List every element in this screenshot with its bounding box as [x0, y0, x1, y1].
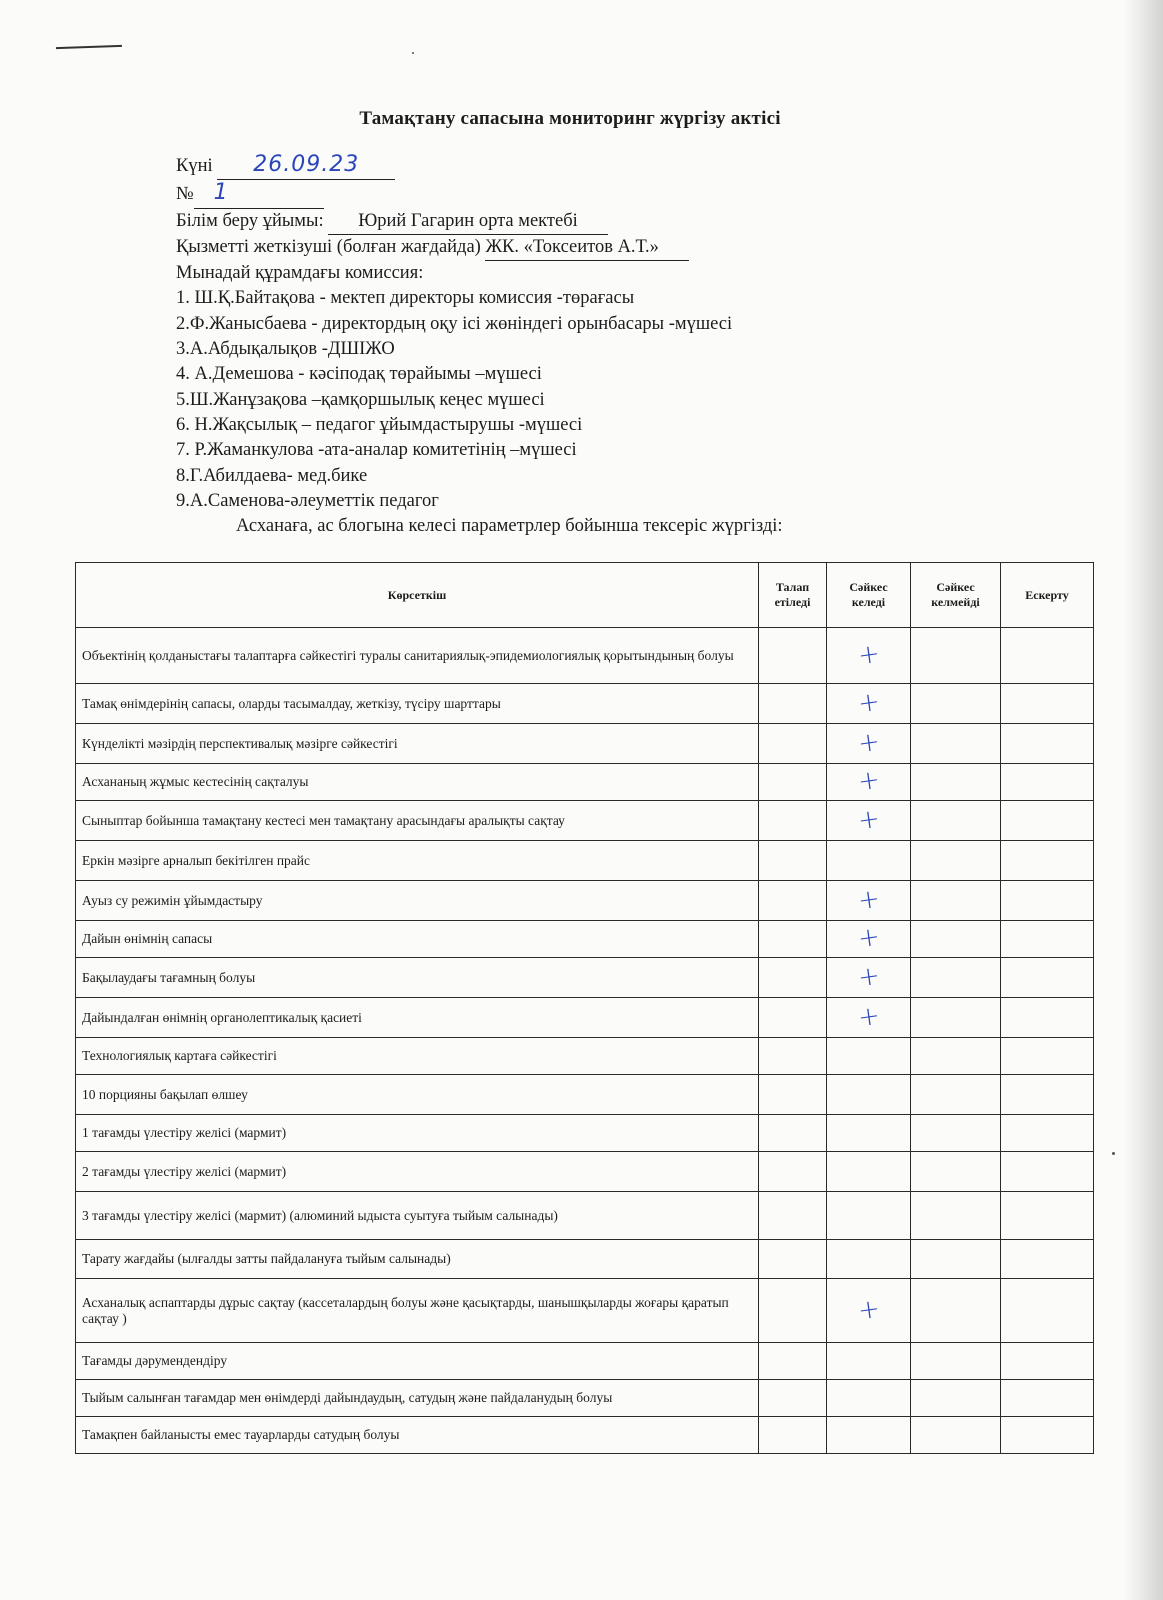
complies-cell [827, 1343, 911, 1380]
indicator-cell: Тарату жағдайы (ылғалды затты пайдалануға тыйым салынады) [76, 1240, 759, 1279]
supplier-line [176, 235, 1076, 261]
note-cell [1001, 764, 1094, 801]
not-complies-cell [911, 764, 1001, 801]
table-row [76, 841, 1094, 881]
scan-speck [412, 52, 414, 54]
complies-cell [827, 1192, 911, 1240]
member-item: 2.Ф.Жанысбаева - директордың оқу ісі жөніндегі орынбасары -мүшесі [176, 313, 733, 334]
not-complies-cell [911, 998, 1001, 1038]
complies-cell [827, 1075, 911, 1115]
indicator-cell: Дайын өнімнің сапасы [76, 921, 759, 958]
required-cell [759, 1115, 827, 1152]
table-row [76, 724, 1094, 764]
note-cell [1001, 841, 1094, 881]
indicator-cell: Технологиялық картаға сәйкестігі [76, 1038, 759, 1075]
note-cell [1001, 1240, 1094, 1279]
table-row [76, 881, 1094, 921]
complies-cell [827, 1417, 911, 1454]
required-cell [759, 1192, 827, 1240]
not-complies-cell [911, 1038, 1001, 1075]
table-row [76, 1192, 1094, 1240]
handwritten-check-mark: + [855, 883, 882, 916]
handwritten-check-mark: + [855, 1293, 882, 1326]
indicator-cell: Дайындалған өнімнің органолептикалық қасиеті [76, 998, 759, 1038]
number-line [176, 180, 1076, 208]
handwritten-check-mark: + [855, 686, 882, 719]
scan-edge-shadow [1123, 0, 1163, 1600]
member-item: 7. Р.Жаманкулова -ата-аналар комитетінің –мүшесі [176, 440, 577, 461]
required-cell [759, 1343, 827, 1380]
complies-cell [827, 801, 911, 841]
corner-pen-mark [56, 45, 122, 53]
not-complies-cell [911, 881, 1001, 921]
organization-line [176, 209, 1076, 235]
table-row [76, 764, 1094, 801]
not-complies-cell [911, 1240, 1001, 1279]
handwritten-check-mark: + [855, 921, 882, 955]
note-cell [1001, 628, 1094, 684]
complies-cell [827, 921, 911, 958]
indicator-cell: Асхананың жұмыс кестесінің сақталуы [76, 764, 759, 801]
required-cell [759, 764, 827, 801]
col-required-header: Талап етіледі [759, 563, 827, 628]
table-row [76, 1115, 1094, 1152]
complies-cell [827, 1152, 911, 1192]
col-note-header: Ескерту [1001, 563, 1094, 628]
required-cell [759, 841, 827, 881]
note-cell [1001, 724, 1094, 764]
commission-intro: Мынадай құрамдағы комиссия: [176, 263, 424, 284]
organization-label: Білім беру ұйымы: [176, 210, 324, 231]
indicator-cell: Ауыз су режимін ұйымдастыру [76, 881, 759, 921]
organization-value: Юрий Гагарин орта мектебі [358, 210, 578, 231]
indicator-cell: Асханалық аспаптарды дұрыс сақтау (кассеталардың болуы және қасықтарды, шанышқыларды жоғары қаратып сақтау ) [76, 1279, 759, 1343]
not-complies-cell [911, 841, 1001, 881]
not-complies-cell [911, 684, 1001, 724]
not-complies-cell [911, 1380, 1001, 1417]
handwritten-check-mark: + [855, 638, 882, 671]
number-field [194, 180, 324, 208]
note-cell [1001, 1279, 1094, 1343]
required-cell [759, 1380, 827, 1417]
indicator-cell: Сыныптар бойынша тамақтану кестесі мен тамақтану арасындағы аралықты сақтау [76, 801, 759, 841]
indicator-cell: Объектінің қолданыстағы талаптарға сәйкестігі туралы санитариялық-эпидемиологиялық қорытындының болуы [76, 628, 759, 684]
table-row [76, 921, 1094, 958]
required-cell [759, 1038, 827, 1075]
complies-cell [827, 1279, 911, 1343]
complies-cell [827, 958, 911, 998]
indicator-cell: 1 тағамды үлестіру желісі (мармит) [76, 1115, 759, 1152]
indicator-cell: Тыйым салынған тағамдар мен өнімдерді дайындаудың, сатудың және пайдаланудың болуы [76, 1380, 759, 1417]
not-complies-cell [911, 921, 1001, 958]
indicator-cell: Тағамды дәрумендендіру [76, 1343, 759, 1380]
number-label: № [176, 184, 194, 205]
inspection-table [75, 562, 1094, 1454]
table-row [76, 998, 1094, 1038]
not-complies-cell [911, 1417, 1001, 1454]
supplier-label: Қызметті жеткізуші (болған жағдайда) [176, 236, 481, 257]
handwritten-check-mark: + [855, 960, 882, 993]
indicator-cell: Күнделікті мәзірдің перспективалық мәзірге сәйкестігі [76, 724, 759, 764]
note-cell [1001, 881, 1094, 921]
document-title: Тамақтану сапасына мониторинг жүргізу актісі [359, 108, 781, 129]
not-complies-cell [911, 724, 1001, 764]
handwritten-check-mark: + [855, 764, 882, 798]
required-cell [759, 1075, 827, 1115]
act-header [176, 152, 1076, 539]
note-cell [1001, 1152, 1094, 1192]
table-row [76, 1279, 1094, 1343]
not-complies-cell [911, 958, 1001, 998]
note-cell [1001, 1038, 1094, 1075]
indicator-cell: 2 тағамды үлестіру желісі (мармит) [76, 1152, 759, 1192]
member-item: 3.А.Абдықалықов -ДШІЖО [176, 339, 395, 360]
indicator-cell: 3 тағамды үлестіру желісі (мармит) (алюминий ыдыста суытуға тыйым салынады) [76, 1192, 759, 1240]
note-cell [1001, 1380, 1094, 1417]
date-line [176, 152, 1076, 180]
col-indicator-header: Көрсеткіш [76, 563, 759, 628]
handwritten-check-mark: + [855, 1000, 882, 1033]
member-item: 5.Ш.Жанұзақова –қамқоршылық кеңес мүшесі [176, 389, 545, 410]
note-cell [1001, 1115, 1094, 1152]
not-complies-cell [911, 1152, 1001, 1192]
complies-cell [827, 764, 911, 801]
table-row [76, 1380, 1094, 1417]
date-value: 26.09.23 [253, 152, 360, 177]
table-row [76, 958, 1094, 998]
indicator-cell: 10 порцияны бақылап өлшеу [76, 1075, 759, 1115]
note-cell [1001, 921, 1094, 958]
indicator-cell: Тамақ өнімдерінің сапасы, оларды тасымалдау, жеткізу, түсіру шарттары [76, 684, 759, 724]
required-cell [759, 724, 827, 764]
indicator-cell: Еркін мәзірге арналып бекітілген прайс [76, 841, 759, 881]
not-complies-cell [911, 801, 1001, 841]
member-item: 1. Ш.Қ.Байтақова - мектеп директоры комиссия -төрағасы [176, 288, 635, 309]
complies-cell [827, 684, 911, 724]
supplier-value: ЖК. «Токсеитов А.Т.» [485, 236, 659, 257]
organization-field [328, 209, 608, 235]
table-row [76, 801, 1094, 841]
complies-cell [827, 1115, 911, 1152]
required-cell [759, 921, 827, 958]
complies-cell [827, 724, 911, 764]
complies-cell [827, 881, 911, 921]
note-cell [1001, 998, 1094, 1038]
not-complies-cell [911, 1075, 1001, 1115]
table-row [76, 1038, 1094, 1075]
required-cell [759, 998, 827, 1038]
table-header-row [76, 563, 1094, 628]
table-row [76, 684, 1094, 724]
required-cell [759, 1417, 827, 1454]
note-cell [1001, 1343, 1094, 1380]
required-cell [759, 958, 827, 998]
note-cell [1001, 1192, 1094, 1240]
note-cell [1001, 1075, 1094, 1115]
indicator-cell: Тамақпен байланысты емес тауарларды сатудың болуы [76, 1417, 759, 1454]
table-row [76, 1075, 1094, 1115]
note-cell [1001, 1417, 1094, 1454]
not-complies-cell [911, 1279, 1001, 1343]
not-complies-cell [911, 1343, 1001, 1380]
required-cell [759, 1152, 827, 1192]
complies-cell [827, 841, 911, 881]
required-cell [759, 628, 827, 684]
note-cell [1001, 801, 1094, 841]
col-not-complies-header: Сәйкес келмейді [911, 563, 1001, 628]
supplier-field [485, 235, 688, 261]
handwritten-check-mark: + [855, 726, 882, 759]
not-complies-cell [911, 1192, 1001, 1240]
member-item: 8.Г.Абилдаева- мед.бике [176, 465, 368, 486]
indicator-cell: Бақылаудағы тағамның болуы [76, 958, 759, 998]
not-complies-cell [911, 628, 1001, 684]
complies-cell [827, 1038, 911, 1075]
complies-cell [827, 628, 911, 684]
complies-cell [827, 1240, 911, 1279]
inspection-intro: Асханаға, ас блогына келесі параметрлер бойынша тексеріс жүргізді: [236, 516, 783, 537]
not-complies-cell [911, 1115, 1001, 1152]
date-label: Күні [176, 156, 213, 176]
handwritten-check-mark: + [855, 803, 882, 836]
table-row [76, 628, 1094, 684]
member-item: 6. Н.Жақсылық – педагог ұйымдастырушы -мүшесі [176, 414, 583, 435]
complies-cell [827, 1380, 911, 1417]
table-row [76, 1240, 1094, 1279]
note-cell [1001, 958, 1094, 998]
table-row [76, 1343, 1094, 1380]
required-cell [759, 1240, 827, 1279]
table-row [76, 1417, 1094, 1454]
required-cell [759, 881, 827, 921]
scan-speck [1112, 1152, 1115, 1155]
table-row [76, 1152, 1094, 1192]
member-item: 4. А.Демешова - кәсіподақ төрайымы –мүшесі [176, 364, 542, 385]
member-item: 9.А.Саменова-әлеуметтік педагог [176, 490, 439, 511]
required-cell [759, 1279, 827, 1343]
col-complies-header: Сәйкес келеді [827, 563, 911, 628]
note-cell [1001, 684, 1094, 724]
required-cell [759, 801, 827, 841]
complies-cell [827, 998, 911, 1038]
required-cell [759, 684, 827, 724]
date-field [217, 152, 395, 180]
number-value: 1 [213, 180, 229, 206]
